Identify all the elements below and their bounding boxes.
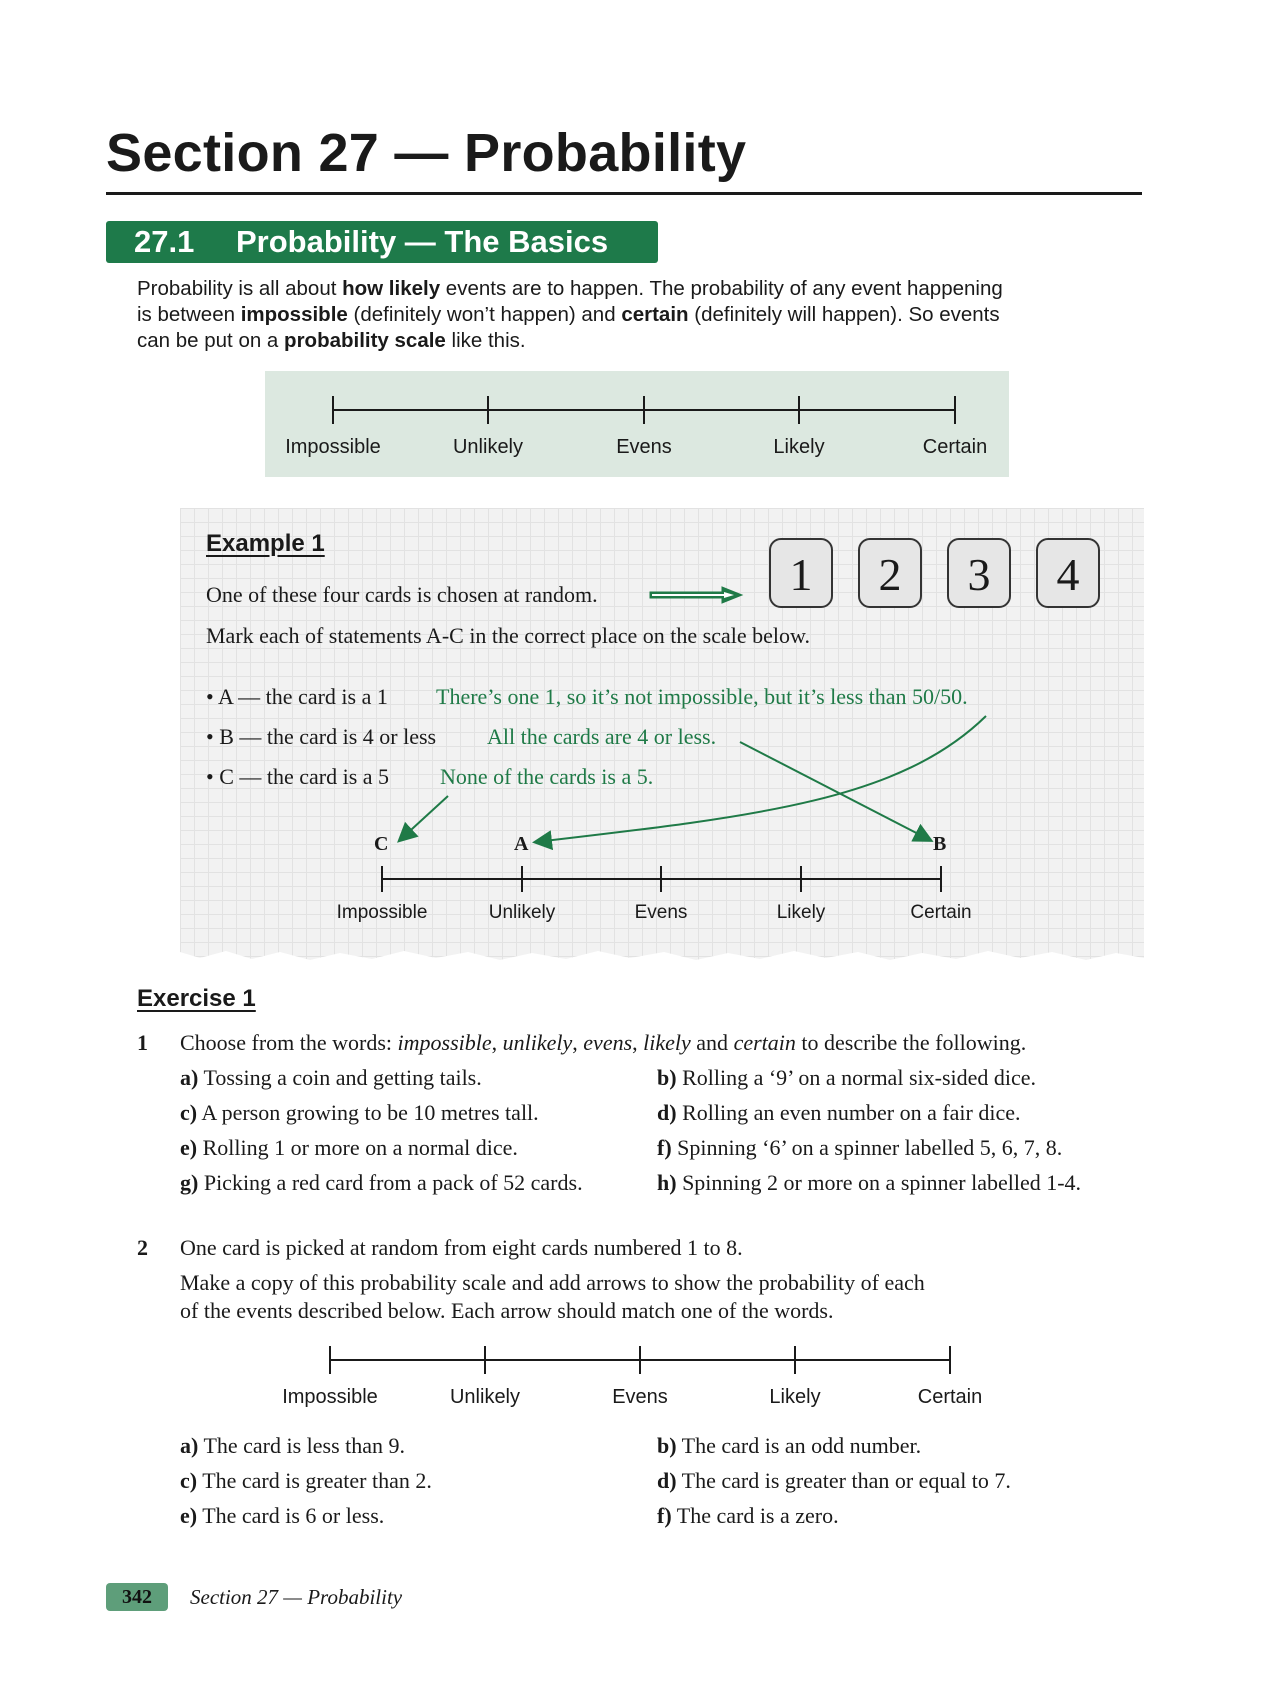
part-label: c): [180, 1100, 198, 1125]
subsection-number: 27.1: [134, 224, 195, 259]
footer-section-title: Section 27 — Probability: [190, 1585, 403, 1609]
intro-bold: impossible: [240, 303, 348, 326]
q2-part-b: [657, 1433, 921, 1459]
question-2-line-3: of the events described below. Each arrow should match one of the words.: [180, 1298, 834, 1323]
scale-3-label-unlikely: Unlikely: [449, 1386, 521, 1408]
question-1-number: 1: [137, 1030, 148, 1055]
scale-2-label-impossible: Impossible: [336, 902, 428, 923]
q2-part-f: [657, 1503, 839, 1529]
card-2: 2: [858, 538, 922, 608]
example-heading: Example 1: [206, 530, 325, 557]
bullet: •: [206, 684, 214, 709]
scale-1-label-impossible: Impossible: [285, 436, 381, 458]
intro-text: (definitely won’t happen) and: [347, 303, 622, 326]
scale-1-label-certain: Certain: [922, 436, 988, 458]
separator: ,: [491, 1030, 503, 1055]
separator: ,: [572, 1030, 584, 1055]
scale-2-label-unlikely: Unlikely: [488, 902, 556, 923]
question-2-line-2: Make a copy of this probability scale and add arrows to show the probability of each: [180, 1270, 925, 1295]
part-text: The card is an odd number.: [681, 1433, 922, 1458]
part-text: Rolling a ‘9’ on a normal six-sided dice.: [682, 1065, 1037, 1090]
prompt-text: Choose from the words:: [180, 1030, 398, 1055]
statement-a-answer: There’s one 1, so it’s not impossible, but it’s less than 50/50.: [436, 684, 968, 709]
bullet: •: [206, 724, 214, 749]
marker-a: A: [514, 833, 529, 855]
part-label: c): [180, 1468, 198, 1493]
q2-part-c: [180, 1468, 432, 1494]
part-text: The card is less than 9.: [203, 1433, 406, 1458]
prompt-text: and: [690, 1030, 734, 1055]
statement-c-answer: None of the cards is a 5.: [440, 764, 654, 789]
part-text: Picking a red card from a pack of 52 cards.: [203, 1170, 583, 1195]
marker-b: B: [933, 833, 947, 855]
part-text: Spinning ‘6’ on a spinner labelled 5, 6, 7, 8.: [677, 1135, 1063, 1160]
part-label: f): [657, 1503, 672, 1528]
part-label: d): [657, 1100, 677, 1125]
part-text: A person growing to be 10 metres tall.: [201, 1100, 539, 1125]
intro-text: can be put on a: [137, 329, 285, 352]
intro-text: (definitely will happen). So events: [688, 303, 1000, 326]
scale-2-label-evens: Evens: [634, 902, 688, 923]
intro-text: Probability is all about: [137, 277, 343, 300]
question-2-number: 2: [137, 1235, 148, 1260]
scale-3-label-likely: Likely: [769, 1386, 821, 1408]
scale-1-label-unlikely: Unlikely: [452, 436, 524, 458]
scale-1-label-evens: Evens: [616, 436, 672, 458]
part-text: The card is greater than or equal to 7.: [681, 1468, 1011, 1493]
scale-2-label-likely: Likely: [776, 902, 826, 923]
part-text: The card is greater than 2.: [202, 1468, 432, 1493]
q2-part-d: [657, 1468, 1011, 1494]
intro-text: like this.: [445, 329, 526, 352]
part-label: a): [180, 1065, 199, 1090]
intro-bold: how likely: [342, 277, 441, 300]
statement-text: A — the card is a 1: [218, 684, 388, 709]
card-3: 3: [947, 538, 1011, 608]
part-label: f): [657, 1135, 672, 1160]
part-text: The card is a zero.: [676, 1503, 839, 1528]
statement-text: C — the card is a 5: [219, 764, 390, 789]
intro-text: is between: [137, 303, 241, 326]
part-label: d): [657, 1468, 677, 1493]
part-text: The card is 6 or less.: [202, 1503, 385, 1528]
scale-3-label-impossible: Impossible: [282, 1386, 378, 1408]
example-line-2: Mark each of statements A-C in the correct place on the scale below.: [206, 623, 810, 648]
intro-bold: certain: [621, 303, 689, 326]
separator: ,: [632, 1030, 644, 1055]
word-likely: likely: [643, 1030, 691, 1055]
part-label: h): [657, 1170, 677, 1195]
word-certain: certain: [733, 1030, 796, 1055]
part-label: b): [657, 1433, 677, 1458]
part-label: g): [180, 1170, 199, 1195]
scale-3-label-evens: Evens: [612, 1386, 668, 1408]
prompt-text: to describe the following.: [795, 1030, 1027, 1055]
part-label: b): [657, 1065, 677, 1090]
scale-3-label-certain: Certain: [917, 1386, 983, 1408]
word-unlikely: unlikely: [502, 1030, 573, 1055]
marker-c: C: [374, 833, 389, 855]
card-1: 1: [769, 538, 833, 608]
word-impossible: impossible: [397, 1030, 492, 1055]
scale-1-label-likely: Likely: [773, 436, 825, 458]
q2-part-a: [180, 1433, 405, 1459]
word-evens: evens: [583, 1030, 633, 1055]
statement-text: B — the card is 4 or less: [219, 724, 437, 749]
part-text: Tossing a coin and getting tails.: [203, 1065, 482, 1090]
q2-part-e: [180, 1503, 384, 1529]
card-4: 4: [1036, 538, 1100, 608]
bullet: •: [206, 764, 214, 789]
question-2-line-1: One card is picked at random from eight cards numbered 1 to 8.: [180, 1235, 743, 1260]
part-label: e): [180, 1503, 198, 1528]
example-line-1: One of these four cards is chosen at random.: [206, 582, 598, 607]
exercise-heading: Exercise 1: [137, 985, 256, 1012]
intro-bold: probability scale: [284, 329, 446, 352]
part-text: Rolling 1 or more on a normal dice.: [202, 1135, 518, 1160]
intro-text: events are to happen. The probability of any event happening: [440, 277, 1003, 300]
page-number-badge: 342: [106, 1583, 168, 1611]
statement-b-answer: All the cards are 4 or less.: [487, 724, 717, 749]
page-title: Section 27 — Probability: [106, 123, 747, 183]
subsection-title: Probability — The Basics: [236, 224, 609, 259]
part-text: Spinning 2 or more on a spinner labelled 1-4.: [682, 1170, 1082, 1195]
scale-2-label-certain: Certain: [910, 902, 972, 923]
part-label: a): [180, 1433, 199, 1458]
part-text: Rolling an even number on a fair dice.: [682, 1100, 1021, 1125]
part-label: e): [180, 1135, 198, 1160]
